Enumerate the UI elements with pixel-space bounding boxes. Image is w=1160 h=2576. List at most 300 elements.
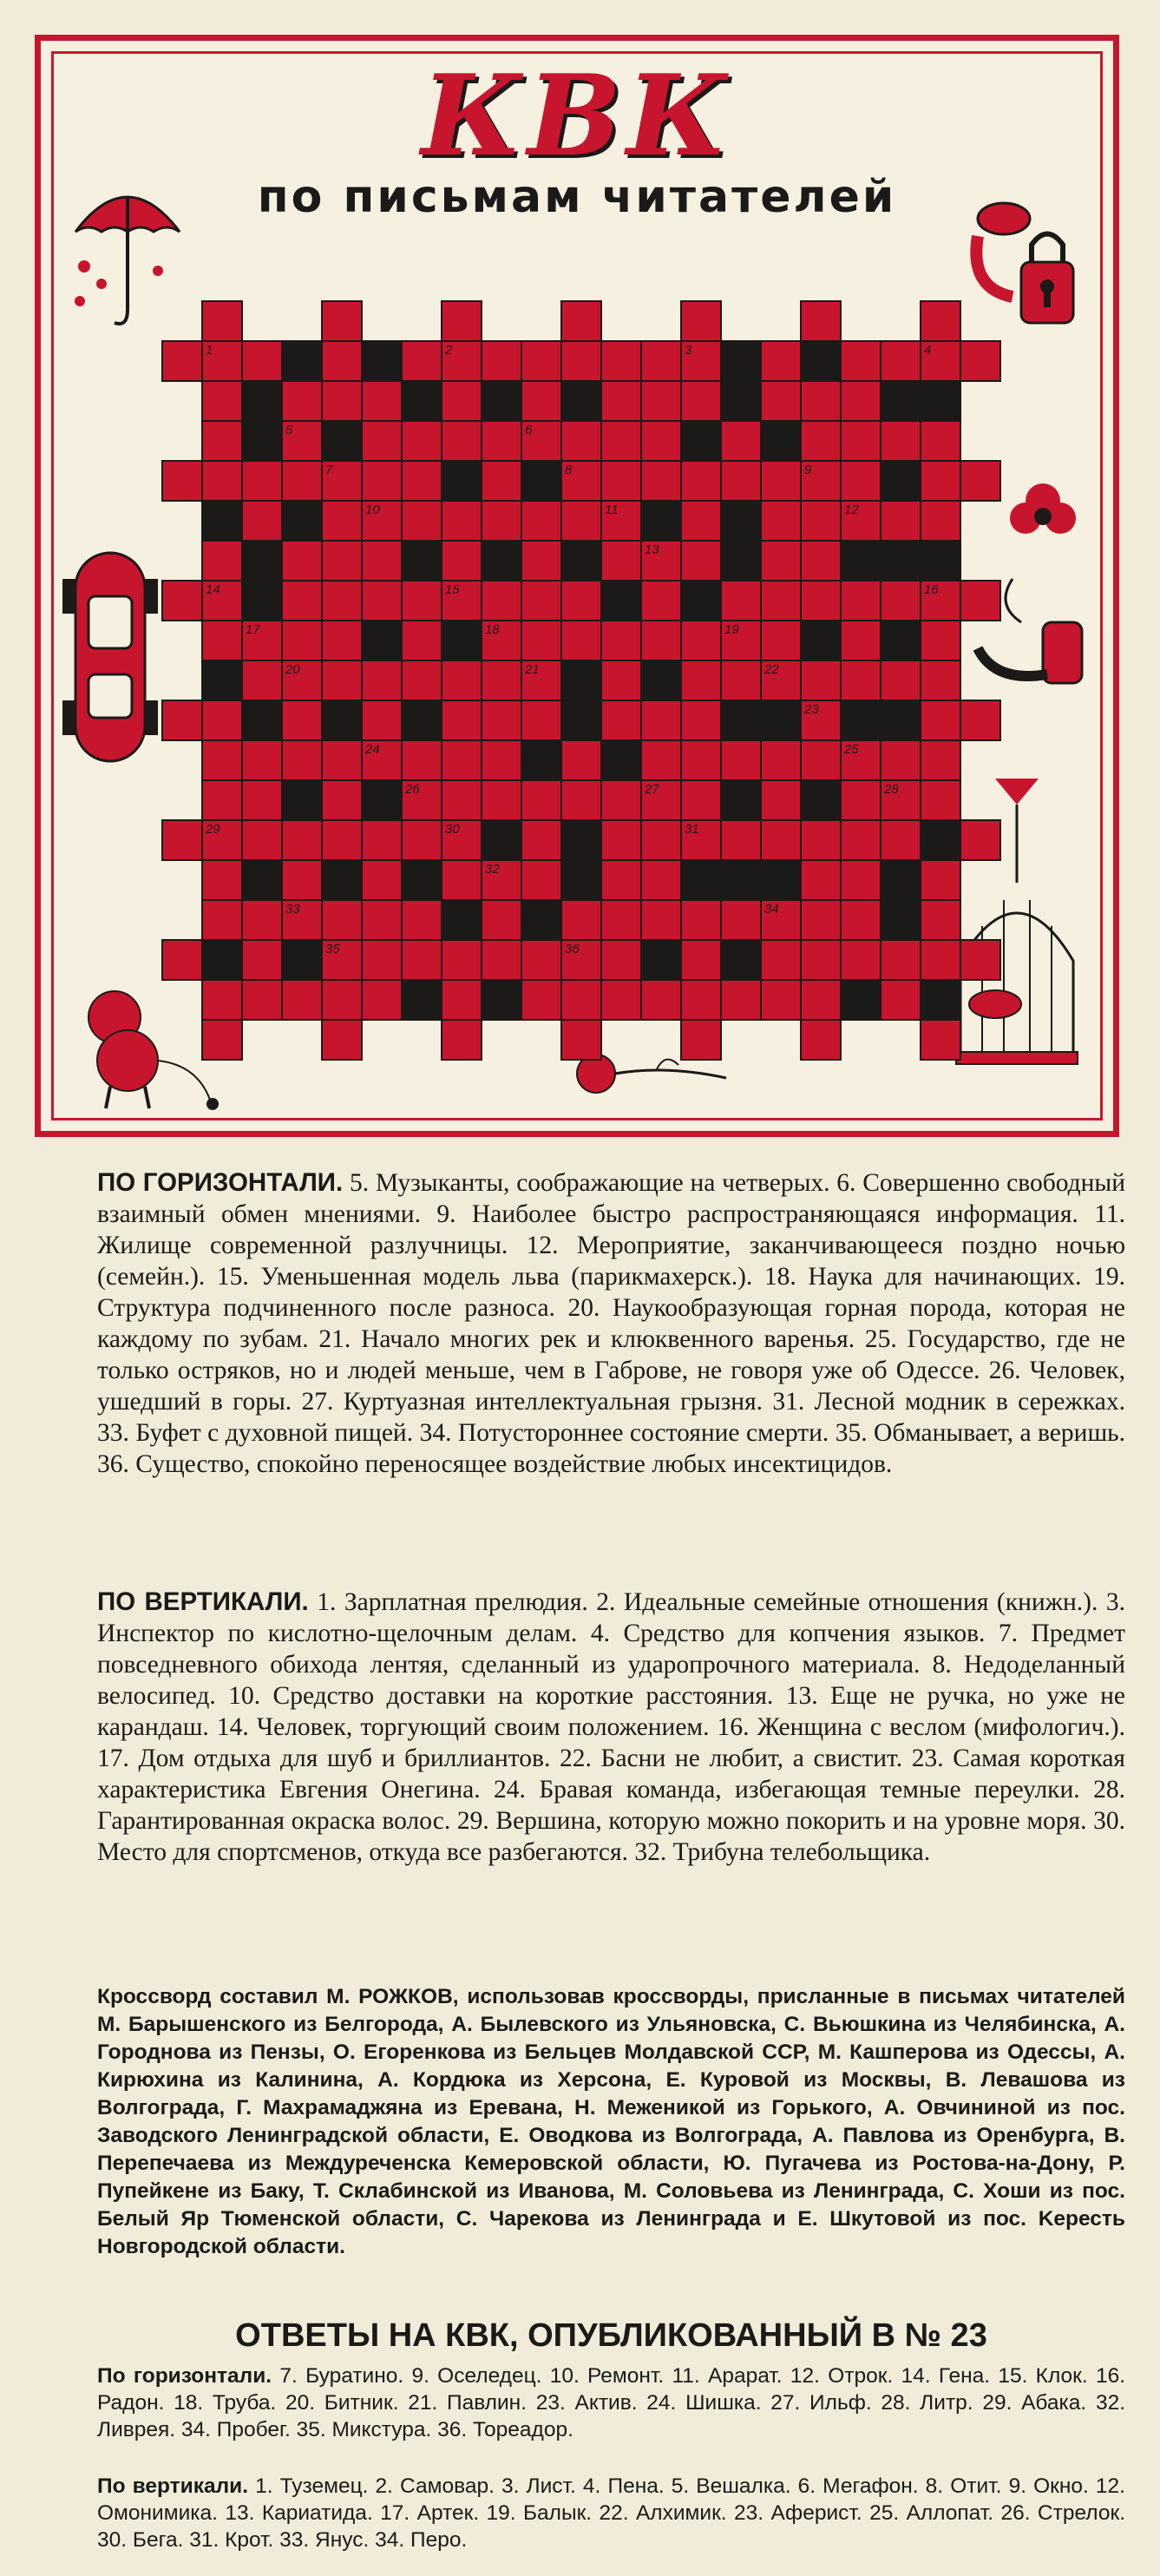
red-cell: [681, 461, 721, 501]
red-cell: [841, 381, 881, 421]
red-cell: [601, 700, 641, 740]
black-cell: [881, 621, 921, 660]
red-cell: [202, 740, 242, 780]
red-cell: [322, 900, 362, 940]
red-cell: [761, 461, 801, 501]
red-cell: [721, 740, 761, 780]
red-cell: [801, 421, 841, 461]
red-cell: [362, 421, 402, 461]
red-cell: [641, 381, 681, 421]
red-cell: [761, 621, 801, 660]
red-cell: [402, 740, 442, 780]
black-cell: [681, 421, 721, 461]
kvk-subtitle: по письмам читателей: [257, 171, 897, 223]
red-cell: [521, 820, 561, 860]
cell-number: 4: [924, 343, 932, 358]
red-cell: [561, 1020, 601, 1060]
red-cell: [561, 301, 601, 341]
black-cell: [362, 341, 402, 381]
red-cell: [202, 1020, 242, 1060]
clues-across-title: ПО ГОРИЗОНТАЛИ.: [97, 1168, 344, 1197]
red-cell: [521, 381, 561, 421]
red-cell: [881, 341, 921, 381]
red-cell: [282, 700, 322, 740]
red-cell: [162, 940, 202, 980]
cell-number: 3: [685, 343, 692, 358]
clues-down: [97, 1587, 1125, 1868]
red-cell: [442, 860, 482, 900]
red-cell: [561, 581, 601, 621]
red-cell: [721, 421, 761, 461]
black-cell: [801, 341, 841, 381]
red-cell: [282, 621, 322, 660]
clues-across: [97, 1167, 1125, 1480]
answers-down: [97, 2473, 1125, 2553]
red-cell: [362, 940, 402, 980]
red-cell: [921, 700, 960, 740]
red-cell: [681, 381, 721, 421]
red-cell: [322, 780, 362, 820]
red-cell: [921, 461, 960, 501]
red-cell: [921, 740, 960, 780]
red-cell: [402, 820, 442, 860]
red-cell: [402, 501, 442, 541]
red-cell: [601, 660, 641, 700]
red-cell: [960, 940, 1000, 980]
red-cell: [601, 860, 641, 900]
red-cell: [960, 820, 1000, 860]
clues-down-title: ПО ВЕРТИКАЛИ.: [97, 1587, 309, 1616]
red-cell: [921, 1020, 960, 1060]
red-cell: [921, 301, 960, 341]
red-cell: [362, 581, 402, 621]
red-cell: [921, 900, 960, 940]
red-cell: [402, 900, 442, 940]
red-cell: [402, 940, 442, 980]
red-cell: [960, 341, 1000, 381]
cell-number: 32: [485, 862, 500, 877]
red-cell: [881, 820, 921, 860]
cell-number: 29: [206, 822, 220, 837]
black-cell: [242, 421, 282, 461]
black-cell: [721, 501, 761, 541]
cell-number: 12: [844, 503, 859, 517]
black-cell: [721, 780, 761, 820]
red-cell: [761, 581, 801, 621]
red-cell: [242, 940, 282, 980]
red-cell: [322, 581, 362, 621]
kvk-logo: КВК: [421, 51, 733, 181]
black-cell: [362, 780, 402, 820]
black-cell: [442, 461, 482, 501]
red-cell: [282, 381, 322, 421]
black-cell: [521, 461, 561, 501]
red-cell: [761, 820, 801, 860]
red-cell: [641, 461, 681, 501]
red-cell: [242, 820, 282, 860]
black-cell: [921, 381, 960, 421]
black-cell: [681, 581, 721, 621]
red-cell: [681, 541, 721, 581]
black-cell: [881, 700, 921, 740]
red-cell: [841, 860, 881, 900]
red-cell: [960, 581, 1000, 621]
answers-across-label: По горизонтали.: [97, 2364, 272, 2388]
red-cell: [921, 780, 960, 820]
red-cell: [282, 581, 322, 621]
black-cell: [881, 381, 921, 421]
red-cell: [681, 1020, 721, 1060]
red-cell: [641, 621, 681, 660]
black-cell: [402, 700, 442, 740]
red-cell: [721, 980, 761, 1020]
red-cell: [641, 700, 681, 740]
answers-down-text: 1. Туземец. 2. Самовар. 3. Лист. 4. Пена. 5. Вешалка. 6. Мегафон. 8. Отит. 9. Окно. 12. Омонимика. 13. Кариатида. 17. Артек. 19. Балык. 22. Алхимик. 23. Аферист. 25. Аллопат. 26. Стрелок. 30. Бега. 31. Крот. 33. Янус. 34. Перо.: [97, 2474, 1125, 2552]
red-cell: [841, 660, 881, 700]
red-cell: [362, 860, 402, 900]
red-cell: [162, 581, 202, 621]
red-cell: [402, 421, 442, 461]
red-cell: [801, 541, 841, 581]
black-cell: [561, 541, 601, 581]
red-cell: [721, 660, 761, 700]
red-cell: [402, 341, 442, 381]
black-cell: [801, 780, 841, 820]
black-cell: [761, 700, 801, 740]
red-cell: [801, 860, 841, 900]
red-cell: [202, 421, 242, 461]
red-cell: [442, 381, 482, 421]
red-cell: [681, 900, 721, 940]
red-cell: [202, 860, 242, 900]
red-cell: [482, 900, 521, 940]
red-cell: [601, 461, 641, 501]
red-cell: [202, 780, 242, 820]
red-cell: [242, 900, 282, 940]
red-cell: [442, 501, 482, 541]
black-cell: [761, 860, 801, 900]
red-cell: [322, 820, 362, 860]
clues-down-text: 1. Зарплатная прелюдия. 2. Идеальные семейные отношения (книжн.). 3. Инспектор по кислотно-щелочным делам. 4. Средство для копчения языков. 7. Предмет повседневного обихода лентяя, сделанный из ударопрочного материала. 8. Недоделанный велосипед. 10. Средство доставки на короткие расстояния. 13. Еще не ручка, но уже не карандаш. 14. Человек, торгующий своим положением. 16. Женщина с веслом (мифологич.). 17. Дом отдыха для шуб и бриллиантов. 22. Басни не любит, а свистит. 23. Самая короткая характеристика Евгения Онегина. 24. Бравая команда, избегающая темные переулки. 28. Гарантированная окраска волос. 29. Вершина, которую можно покорить и на уровне моря. 30. Место для спортсменов, откуда все разбегаются. 32. Трибуна телебольщика.: [97, 1588, 1126, 1866]
red-cell: [921, 421, 960, 461]
red-cell: [442, 660, 482, 700]
red-cell: [761, 780, 801, 820]
red-cell: [482, 740, 521, 780]
cell-number: 27: [645, 782, 659, 797]
red-cell: [921, 940, 960, 980]
red-cell: [681, 740, 721, 780]
red-cell: [681, 940, 721, 980]
red-cell: [202, 381, 242, 421]
red-cell: [402, 461, 442, 501]
red-cell: [601, 940, 641, 980]
red-cell: [561, 501, 601, 541]
black-cell: [521, 740, 561, 780]
red-cell: [242, 461, 282, 501]
black-cell: [402, 381, 442, 421]
red-cell: [641, 860, 681, 900]
black-cell: [801, 621, 841, 660]
red-cell: [202, 541, 242, 581]
red-cell: [721, 900, 761, 940]
cell-number: 34: [764, 902, 779, 917]
black-cell: [721, 541, 761, 581]
red-cell: [242, 660, 282, 700]
black-cell: [841, 700, 881, 740]
red-cell: [521, 581, 561, 621]
red-cell: [841, 421, 881, 461]
red-cell: [881, 421, 921, 461]
red-cell: [841, 940, 881, 980]
red-cell: [761, 740, 801, 780]
red-cell: [881, 740, 921, 780]
red-cell: [801, 581, 841, 621]
red-cell: [641, 581, 681, 621]
red-cell: [561, 740, 601, 780]
cell-number: 17: [246, 622, 260, 637]
red-cell: [841, 900, 881, 940]
black-cell: [721, 860, 761, 900]
red-cell: [482, 341, 521, 381]
red-cell: [282, 541, 322, 581]
black-cell: [482, 820, 521, 860]
cell-number: 30: [445, 822, 460, 837]
black-cell: [881, 900, 921, 940]
red-cell: [601, 900, 641, 940]
red-cell: [801, 940, 841, 980]
answers-across-text: 7. Буратино. 9. Оселедец. 10. Ремонт. 11. Арарат. 12. Отрок. 14. Гена. 15. Клок. 16. Радон. 18. Труба. 20. Битник. 21. Павлин. 23. Актив. 24. Шишка. 27. Ильф. 28. Литр. 29. Абака. 32. Ливрея. 34. Пробег. 35. Микстура. 36. Тореадор.: [97, 2364, 1125, 2441]
red-cell: [482, 700, 521, 740]
black-cell: [841, 541, 881, 581]
red-cell: [162, 820, 202, 860]
black-cell: [282, 341, 322, 381]
black-cell: [921, 980, 960, 1020]
red-cell: [601, 381, 641, 421]
red-cell: [362, 820, 402, 860]
black-cell: [721, 700, 761, 740]
red-cell: [561, 341, 601, 381]
black-cell: [322, 421, 362, 461]
red-cell: [601, 621, 641, 660]
red-cell: [761, 381, 801, 421]
red-cell: [561, 621, 601, 660]
red-cell: [641, 421, 681, 461]
black-cell: [242, 381, 282, 421]
cell-number: 13: [645, 542, 659, 557]
red-cell: [442, 700, 482, 740]
red-cell: [841, 820, 881, 860]
red-cell: [482, 581, 521, 621]
black-cell: [681, 860, 721, 900]
red-cell: [442, 740, 482, 780]
black-cell: [921, 820, 960, 860]
red-cell: [242, 501, 282, 541]
red-cell: [641, 740, 681, 780]
red-cell: [242, 740, 282, 780]
clues-across-text: 5. Музыканты, соображающие на четверых. 6. Совершенно свободный взаимный обмен мнениями. 9. Наиболее быстро распространяющаяся информация. 11. Жилище современной разлучницы. 12. Мероприятие, заканчивающееся поздно ночью (семейн.). 15. Уменьшенная модель льва (парикмахерск.). 18. Наука для начинающих. 19. Структура подчиненного после разноса. 20. Наукообразующая горная порода, которая не каждому по зубам. 21. Начало многих рек и клюквенного варенья. 25. Государство, где не только остряков, но и людей меньше, чем в Габрове, не говоря уже об Одессе. 26. Человек, ушедший в горы. 27. Куртуазная интеллектуальная грызня. 31. Лесной модник в сережках. 33. Буфет с духовной пищей. 34. Потустороннее состояние смерти. 35. Обманывает, а веришь. 36. Существо, спокойно переносящее воздействие любых инсектицидов.: [97, 1169, 1126, 1478]
cell-number: 11: [605, 503, 619, 517]
red-cell: [601, 541, 641, 581]
cell-number: 25: [844, 742, 859, 757]
red-cell: [681, 700, 721, 740]
red-cell: [561, 900, 601, 940]
black-cell: [601, 581, 641, 621]
red-cell: [362, 700, 402, 740]
black-cell: [721, 940, 761, 980]
crossword-grid: [41, 41, 1117, 1134]
red-cell: [881, 501, 921, 541]
black-cell: [561, 860, 601, 900]
red-cell: [681, 301, 721, 341]
black-cell: [561, 660, 601, 700]
red-cell: [362, 381, 402, 421]
red-cell: [322, 381, 362, 421]
red-cell: [801, 381, 841, 421]
red-cell: [202, 980, 242, 1020]
cell-number: 19: [724, 622, 739, 637]
red-cell: [322, 980, 362, 1020]
crossword-frame: [35, 35, 1119, 1137]
black-cell: [202, 501, 242, 541]
black-cell: [881, 461, 921, 501]
black-cell: [641, 660, 681, 700]
cell-number: 14: [206, 582, 220, 597]
cell-number: 6: [525, 423, 533, 437]
cell-number: 18: [485, 622, 500, 637]
red-cell: [521, 940, 561, 980]
red-cell: [322, 541, 362, 581]
red-cell: [521, 980, 561, 1020]
red-cell: [841, 341, 881, 381]
black-cell: [721, 381, 761, 421]
red-cell: [681, 980, 721, 1020]
cell-number: 28: [884, 782, 899, 797]
red-cell: [242, 980, 282, 1020]
red-cell: [801, 660, 841, 700]
red-cell: [482, 780, 521, 820]
red-cell: [881, 581, 921, 621]
cell-number: 1: [206, 343, 213, 358]
black-cell: [242, 700, 282, 740]
red-cell: [282, 461, 322, 501]
red-cell: [601, 980, 641, 1020]
red-cell: [362, 541, 402, 581]
red-cell: [841, 581, 881, 621]
black-cell: [322, 700, 362, 740]
black-cell: [202, 660, 242, 700]
cell-number: 9: [804, 463, 812, 477]
red-cell: [521, 780, 561, 820]
red-cell: [601, 780, 641, 820]
red-cell: [641, 980, 681, 1020]
cell-number: 2: [445, 343, 453, 358]
answers-across: [97, 2362, 1125, 2443]
cell-number: 16: [924, 582, 939, 597]
black-cell: [282, 940, 322, 980]
cell-number: 5: [285, 423, 293, 437]
cell-number: 22: [764, 662, 779, 677]
red-cell: [162, 700, 202, 740]
black-cell: [242, 581, 282, 621]
red-cell: [921, 860, 960, 900]
cell-number: 20: [285, 662, 300, 677]
red-cell: [561, 980, 601, 1020]
red-cell: [641, 900, 681, 940]
red-cell: [322, 621, 362, 660]
red-cell: [801, 900, 841, 940]
red-cell: [442, 421, 482, 461]
red-cell: [402, 660, 442, 700]
cell-number: 26: [405, 782, 420, 797]
red-cell: [402, 621, 442, 660]
red-cell: [601, 421, 641, 461]
black-cell: [362, 621, 402, 660]
black-cell: [841, 980, 881, 1020]
red-cell: [881, 660, 921, 700]
black-cell: [482, 541, 521, 581]
red-cell: [681, 660, 721, 700]
black-cell: [442, 900, 482, 940]
red-cell: [761, 341, 801, 381]
black-cell: [921, 541, 960, 581]
red-cell: [362, 660, 402, 700]
black-cell: [242, 541, 282, 581]
black-cell: [641, 940, 681, 980]
black-cell: [482, 980, 521, 1020]
red-cell: [801, 1020, 841, 1060]
cell-number: 36: [565, 942, 580, 956]
red-cell: [921, 501, 960, 541]
red-cell: [362, 980, 402, 1020]
red-cell: [681, 780, 721, 820]
red-cell: [801, 301, 841, 341]
red-cell: [521, 621, 561, 660]
red-cell: [761, 501, 801, 541]
red-cell: [322, 660, 362, 700]
black-cell: [202, 940, 242, 980]
black-cell: [641, 501, 681, 541]
red-cell: [801, 820, 841, 860]
red-cell: [521, 341, 561, 381]
red-cell: [242, 341, 282, 381]
red-cell: [601, 820, 641, 860]
red-cell: [202, 301, 242, 341]
black-cell: [482, 381, 521, 421]
red-cell: [202, 621, 242, 660]
red-cell: [282, 740, 322, 780]
red-cell: [282, 860, 322, 900]
red-cell: [482, 421, 521, 461]
red-cell: [322, 301, 362, 341]
red-cell: [761, 980, 801, 1020]
red-cell: [801, 501, 841, 541]
red-cell: [521, 501, 561, 541]
red-cell: [521, 860, 561, 900]
black-cell: [721, 341, 761, 381]
red-cell: [761, 541, 801, 581]
cell-number: 21: [525, 662, 540, 677]
black-cell: [402, 980, 442, 1020]
red-cell: [482, 660, 521, 700]
black-cell: [521, 900, 561, 940]
red-cell: [641, 820, 681, 860]
black-cell: [402, 541, 442, 581]
red-cell: [162, 341, 202, 381]
red-cell: [362, 461, 402, 501]
cell-number: 8: [565, 463, 573, 477]
red-cell: [442, 1020, 482, 1060]
red-cell: [721, 820, 761, 860]
